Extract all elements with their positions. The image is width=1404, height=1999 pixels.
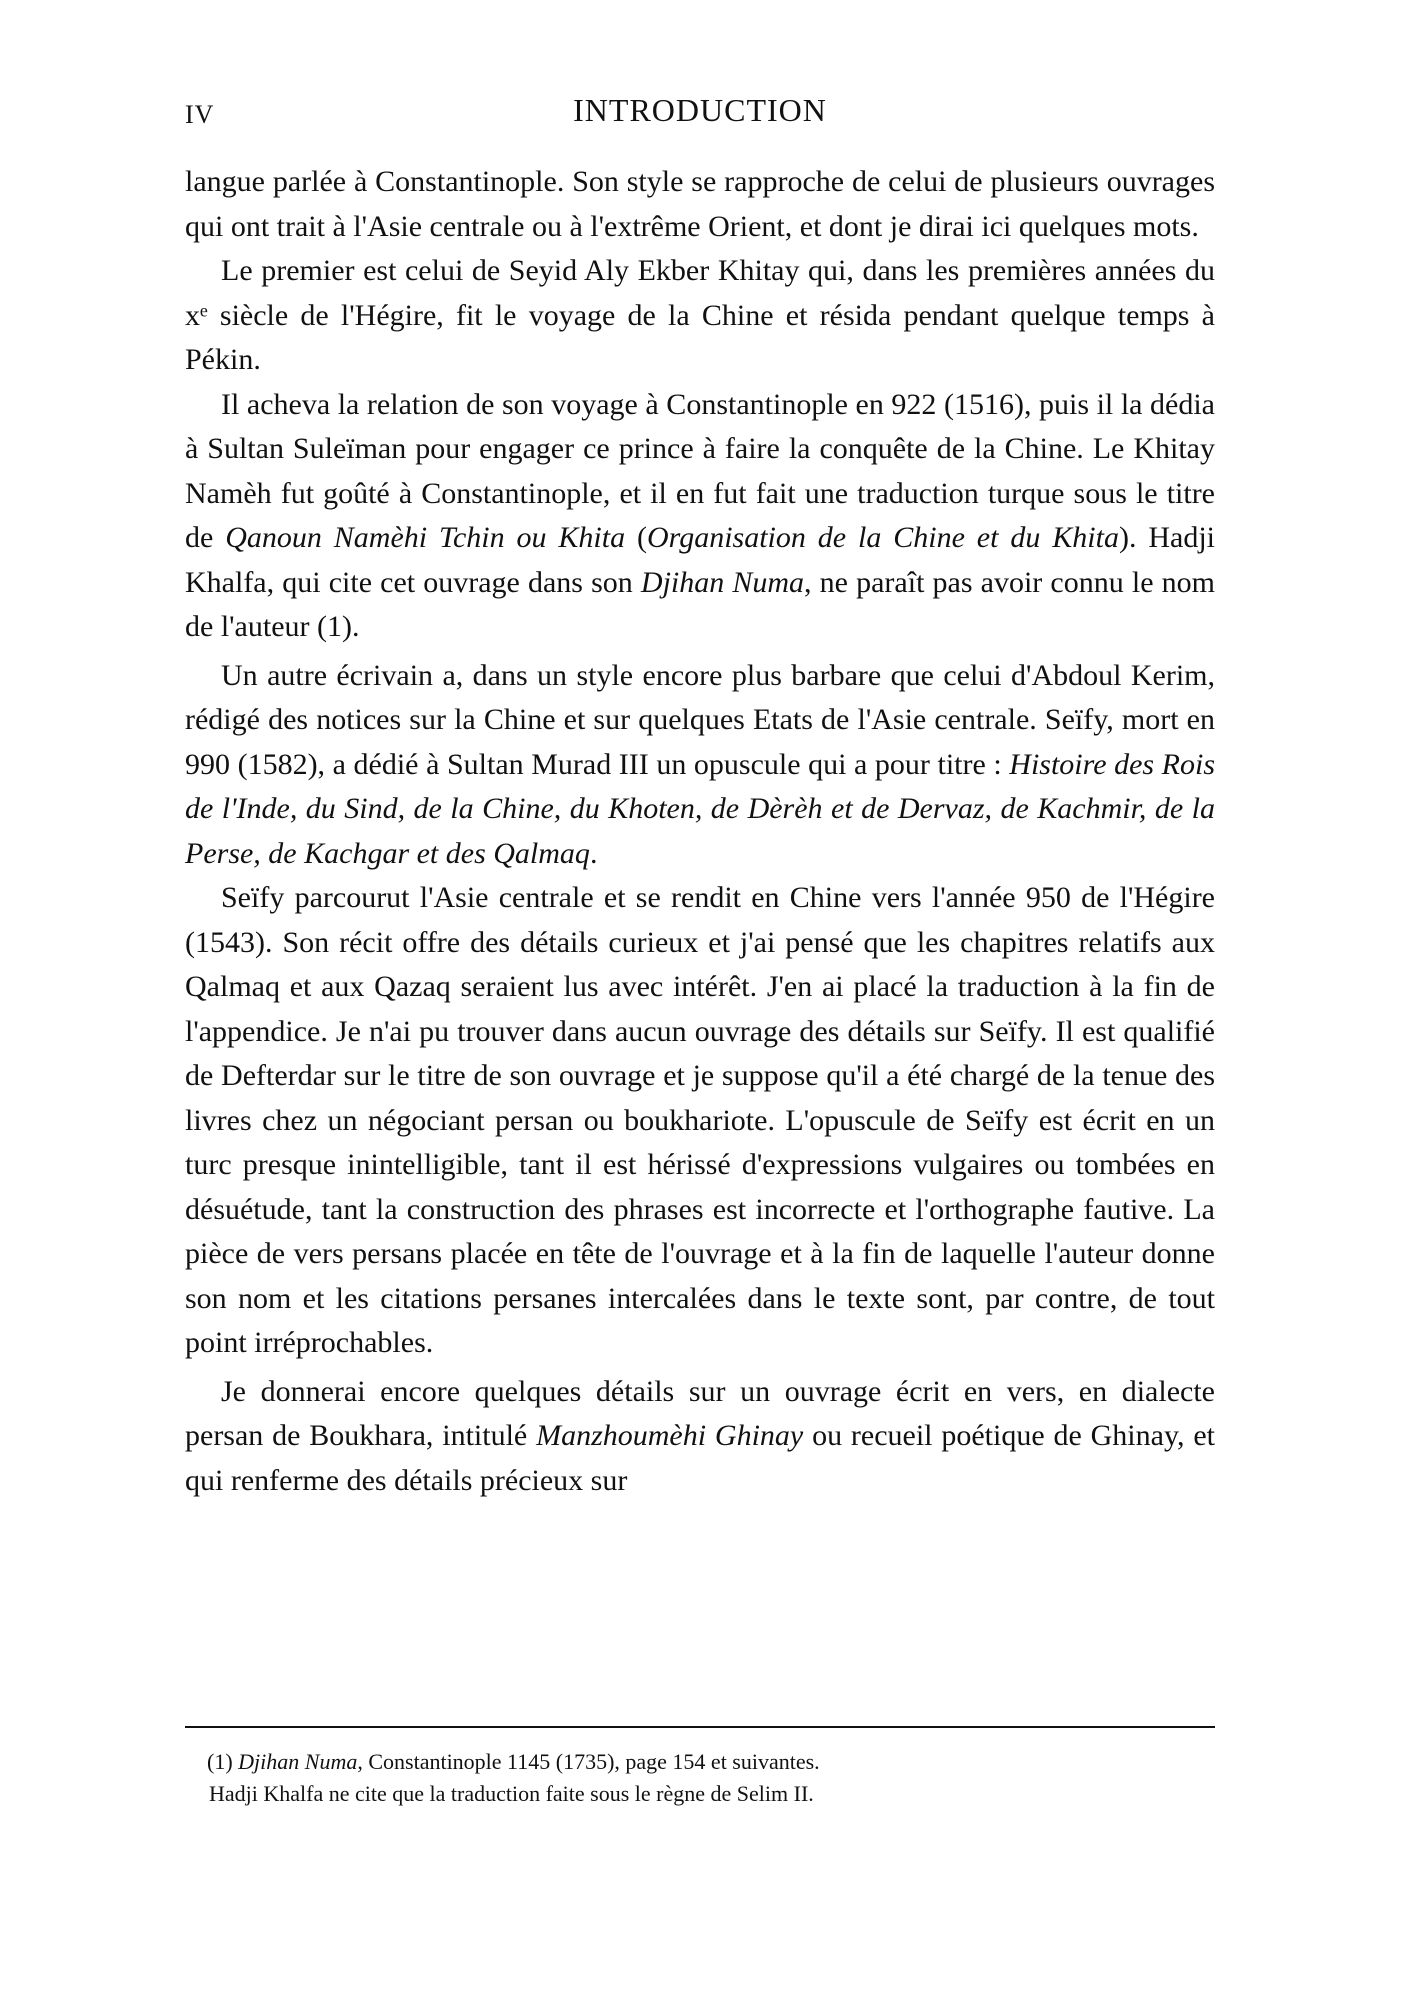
footnote-1 [185, 1746, 1215, 1778]
page-number: IV [185, 100, 215, 129]
footnote-divider [185, 1726, 1215, 1728]
footnotes [185, 1746, 1215, 1810]
page-header [185, 92, 1215, 142]
paragraph-4 [185, 654, 1215, 877]
paragraph-3-text-3: ). Hadji Khalfa, qui cite cet ouvrage dans son [185, 521, 1215, 599]
title-organisation-de-la-chine: Organisation de la Chine et du Khita [646, 521, 1119, 554]
paragraph-6-text-2: ou recueil poétique de Ghinay, et qui renferme des détails précieux sur [185, 1419, 1216, 1497]
title-djihan-numa: Djihan Numa [640, 565, 805, 599]
body-text [185, 160, 1215, 1503]
paragraph-3 [185, 383, 1215, 650]
footnote-1-text: , Constantinople 1145 (1735), page 154 et suivantes. [357, 1749, 820, 1774]
paragraph-4-text-2: . [589, 836, 598, 870]
paragraph-5: Seïfy parcourut l'Asie centrale et se rendit en Chine vers l'année 950 de l'Hégire (1543). Son récit offre des détails curieux et j'ai pensé que les chapitres relatifs aux Qalmaq et aux Qazaq seraient lus avec intérêt. J'en ai placé la traduction à la fin de l'appendice. Je n'ai pu trouver dans aucun ouvrage des détails sur Seïfy. Il est qualifié de Defterdar sur le titre de son ouvrage et je suppose qu'il a été chargé de la tenue des livres chez un négociant persan ou boukhariote. L'opuscule de Seïfy est écrit en un turc presque inintelligible, tant il est hérissé d'expressions vulgaires ou tombées en désuétude, tant la construction des phrases est incorrecte et l'orthographe fautive. La pièce de vers persans placée en tête de l'ouvrage et à la fin de laquelle l'auteur donne son nom et les citations persanes intercalées dans le texte sont, par contre, de tout point irréprochables. [185, 881, 1215, 1359]
footnote-1-marker: (1) [207, 1749, 239, 1774]
paragraph-6-text-1: Je donnerai encore quelques détails sur un ouvrage écrit en vers, en dialecte persan de Boukhara, intitulé [185, 1374, 1215, 1452]
paragraph-3-text-4: , ne paraît pas avoir connu le nom de l'auteur (1). [185, 565, 1215, 643]
title-manzhoumehi-ghinay: Manzhoumèhi Ghinay [536, 1419, 804, 1452]
footnote-1-continuation: Hadji Khalfa ne cite que la traduction faite sous le règne de Selim II. [209, 1781, 814, 1806]
paragraph-2: Le premier est celui de Seyid Aly Ekber Khitay qui, dans les premières années du xᵉ siècle de l'Hégire, fit le voyage de la Chine et résida pendant quelque temps à Pékin. [185, 254, 1215, 376]
title-histoire-des-rois: Histoire des Rois de l'Inde, du Sind, de la Chine, du Khoten, de Dèrèh et de Dervaz, de Kachmir, de la Perse, de Kachgar et des Qalmaq [185, 747, 1215, 870]
paragraph-1: langue parlée à Constantinople. Son style se rapproche de celui de plusieurs ouvrages qui ont trait à l'Asie centrale ou à l'extrême Orient, et dont je dirai ici quelques mots. [185, 165, 1215, 243]
paragraph-3-text-1: Il acheva la relation de son voyage à Constantinople en 922 (1516), puis il la dédia à Sultan Suleïman pour engager ce prince à faire la conquête de la Chine. Le Khitay Namèh fut goûté à Constantinople, et il en fut fait une traduction turque sous le titre de [185, 387, 1215, 554]
paragraph-4-text-1: Un autre écrivain a, dans un style encore plus barbare que celui d'Abdoul Kerim, rédigé des notices sur la Chine et sur quelques Etats de l'Asie centrale. Seïfy, mort en 990 (1582), a dédié à Sultan Murad III un opuscule qui a pour titre : [185, 658, 1215, 781]
footnote-1-title: Djihan Numa [238, 1749, 358, 1774]
paragraph-3-text-2: ( [625, 521, 647, 554]
paragraph-6 [185, 1370, 1215, 1504]
running-title: INTRODUCTION [573, 92, 827, 128]
title-qanoun-namehi: Qanoun Namèhi Tchin ou Khita [225, 521, 626, 554]
